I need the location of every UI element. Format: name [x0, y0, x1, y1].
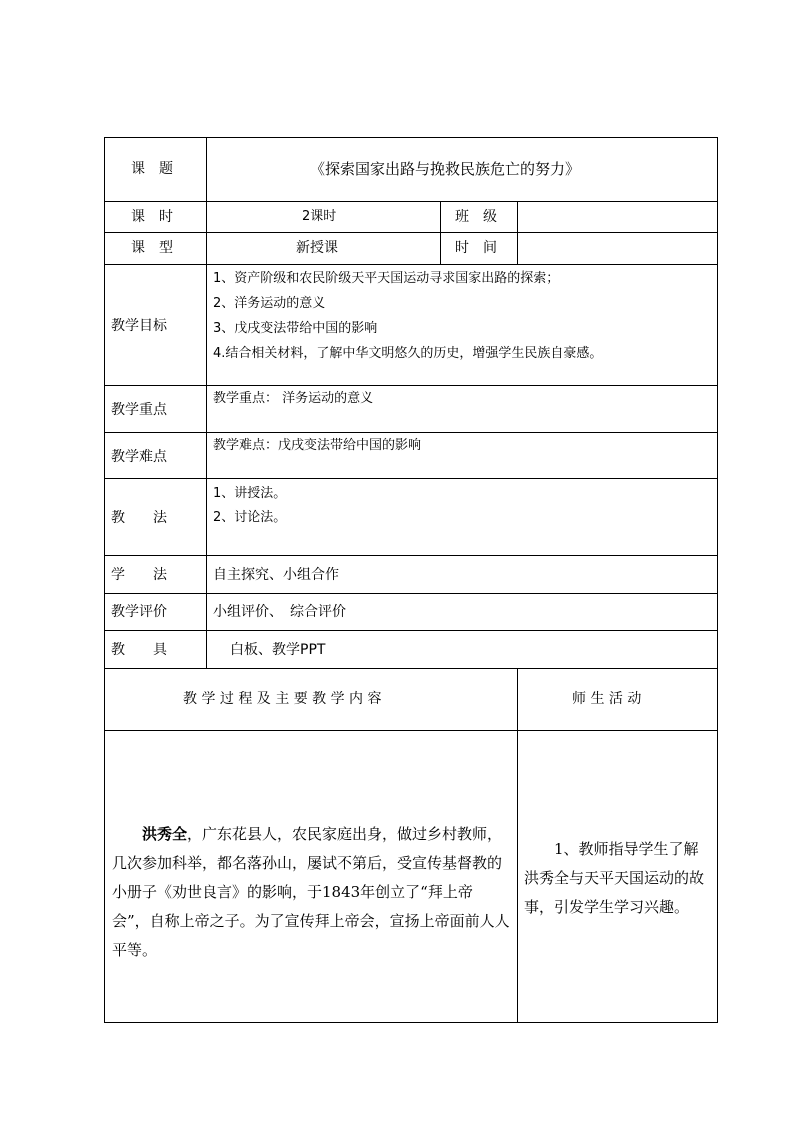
- process-divider: [517, 668, 518, 1022]
- row-line: [104, 555, 718, 556]
- row-line: [104, 1022, 718, 1023]
- activity-text: 1、教师指导学生了解洪秀全与天平天国运动的故事，引发学生学习兴趣。: [524, 840, 705, 916]
- label-divider: [206, 137, 207, 668]
- difficulty-label: 教学难点: [111, 449, 167, 465]
- process-content: [112, 820, 510, 965]
- goal-item: 1、资产阶级和农民阶级天平天国运动寻求国家出路的探索；: [213, 271, 560, 286]
- row-line: [104, 432, 718, 433]
- eval-value: 小组评价、 综合评价: [213, 604, 346, 620]
- hours-value: 2课时: [302, 209, 337, 224]
- class-label: 班 级: [455, 209, 497, 225]
- table-right-border: [717, 137, 718, 1023]
- row-line: [104, 232, 718, 233]
- inner-divider: [440, 201, 441, 264]
- row-line: [104, 137, 718, 138]
- method-item: 1、讲授法。: [213, 486, 287, 501]
- goal-item: 3、戊戌变法带给中国的影响: [213, 321, 378, 336]
- row-line: [104, 264, 718, 265]
- content-keyword: 洪秀全: [142, 825, 188, 843]
- difficulty-value: 教学难点：戊戌变法带给中国的影响: [213, 438, 422, 453]
- tools-value: 白板、教学PPT: [230, 642, 326, 658]
- row-line: [104, 201, 718, 202]
- key-label: 教学重点: [111, 402, 167, 418]
- row-line: [104, 668, 718, 669]
- activity-header: 师 生 活 动: [572, 691, 642, 707]
- tools-label: 教 具: [111, 642, 167, 658]
- time-label: 时 间: [455, 240, 497, 256]
- process-header: 教 学 过 程 及 主 要 教 学 内 容: [183, 691, 382, 707]
- type-label: 课 型: [131, 240, 173, 256]
- content-text: ，广东花县人，农民家庭出身，做过乡村教师，几次参加科举，都名落孙山，屡试不第后，受宣传基督教的小册子《劝世良言》的影响，于1843年创立了“拜上帝会”，自称上帝之子。为了宣传拜上帝会，宣扬上帝面前人人平等。: [112, 825, 510, 959]
- goal-item: 2、洋务运动的意义: [213, 296, 326, 311]
- learning-label: 学 法: [111, 567, 167, 583]
- row-line: [104, 730, 718, 731]
- goals-label: 教学目标: [111, 318, 167, 334]
- table-left-border: [104, 137, 105, 1023]
- method-item: 2、讨论法。: [213, 510, 287, 525]
- topic-value: 《探索国家出路与挽救民族危亡的努力》: [310, 160, 581, 178]
- row-line: [104, 385, 718, 386]
- eval-label: 教学评价: [111, 604, 167, 620]
- hours-label: 课 时: [131, 209, 173, 225]
- learning-value: 自主探究、小组合作: [213, 567, 339, 583]
- activity-content: [524, 835, 712, 922]
- topic-label: 课 题: [131, 161, 173, 177]
- row-line: [104, 630, 718, 631]
- inner-divider: [517, 201, 518, 264]
- row-line: [104, 478, 718, 479]
- row-line: [104, 593, 718, 594]
- type-value: 新授课: [296, 240, 338, 256]
- goal-item: 4.结合相关材料，了解中华文明悠久的历史，增强学生民族自豪感。: [213, 346, 603, 361]
- key-value: 教学重点： 洋务运动的意义: [213, 391, 374, 406]
- method-label: 教 法: [111, 510, 167, 526]
